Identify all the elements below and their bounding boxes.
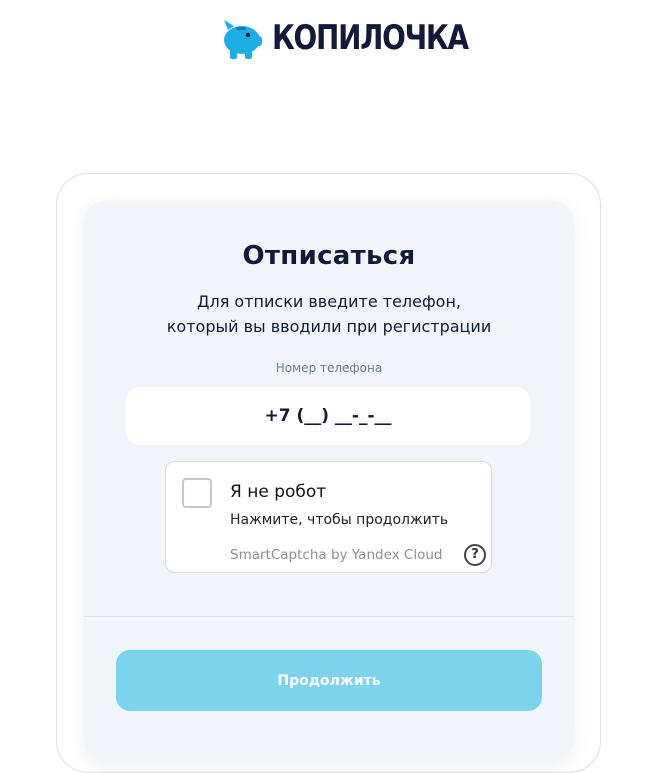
divider xyxy=(84,616,574,617)
captcha-checkbox[interactable] xyxy=(182,478,212,508)
subtitle-line-2: который вы вводили при регистрации xyxy=(166,317,492,336)
captcha-title: Я не робот xyxy=(230,482,327,502)
question-circle-icon[interactable]: ? xyxy=(464,544,486,566)
brand-logo[interactable] xyxy=(218,16,511,60)
phone-input[interactable] xyxy=(126,387,530,445)
page-title: Отписаться xyxy=(242,241,416,271)
phone-label: Номер телефона xyxy=(275,361,383,375)
continue-button[interactable]: Продолжить xyxy=(116,650,542,711)
unsubscribe-card xyxy=(84,201,574,761)
captcha-hint: Нажмите, чтобы продолжить xyxy=(230,512,449,528)
subtitle-line-1: Для отписки введите телефон, xyxy=(196,292,461,311)
smart-captcha xyxy=(165,461,492,573)
captcha-brand: SmartCaptcha by Yandex Cloud xyxy=(230,547,443,563)
piggy-bank-icon xyxy=(218,16,264,60)
logo-text: КОПИЛОЧКА xyxy=(272,18,468,58)
subtitle xyxy=(104,289,554,339)
